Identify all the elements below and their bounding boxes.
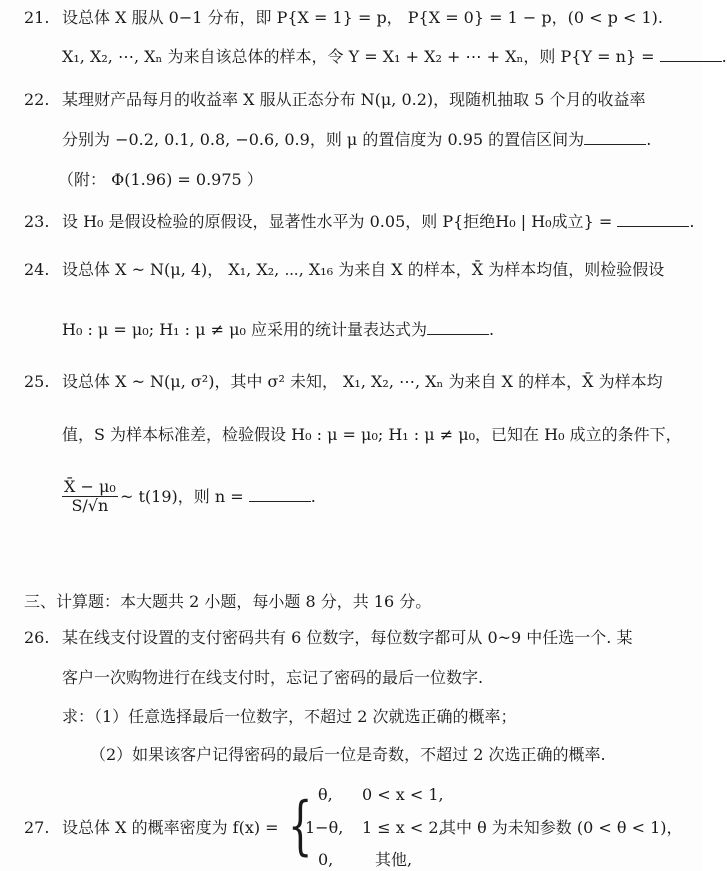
question-text-tail: 其中 θ 为未知参数 (0 < θ < 1)，: [440, 818, 683, 837]
question-text: 设总体 X 服从 0−1 分布，即 P{X = 1} = p， P{X = 0} = 1 − p，(0 < p < 1).: [62, 8, 663, 27]
period: .: [489, 320, 495, 339]
question-text-line2: [62, 130, 651, 150]
fraction-denominator: S/√n: [71, 496, 109, 515]
question-number: 24.: [24, 260, 50, 279]
question-number: 23.: [24, 212, 50, 231]
question-text-line2: 值，S 为样本标准差，检验假设 H₀ : μ = μ₀; H₁ : μ ≠ μ₀，已知在 H₀ 成立的条件下，: [62, 425, 682, 444]
text: X₁, X₂, ⋯, Xₙ 为来自该总体的样本，令 Y = X₁ + X₂ + ⋯ + Xₙ，则 P{Y = n} =: [62, 47, 660, 66]
question-number: 26.: [24, 628, 50, 647]
question-text: 设总体 X ~ N(μ, 4)， X₁, X₂, ⋯, X₁₆ 为来自 X 的样本，X̄ 为样本均值，则检验假设: [62, 260, 665, 279]
question-text: 设总体 X ~ N(μ, σ²)，其中 σ² 未知， X₁, X₂, ⋯, Xₙ 为来自 X 的样本，X̄ 为样本均: [62, 372, 663, 391]
question-text-line2: [62, 47, 727, 67]
answer-blank: [660, 47, 722, 62]
question-number: 21.: [24, 8, 50, 27]
section-heading: 三、计算题：本大题共 2 小题，每小题 8 分，共 16 分。: [24, 592, 432, 611]
fraction-numerator: X̄ − μ₀: [64, 477, 116, 496]
case-condition: 其他,: [375, 850, 413, 869]
case-condition: 0 < x < 1,: [362, 785, 444, 804]
question-text: 某在线支付设置的支付密码共有 6 位数字，每位数字都可从 0~9 中任选一个. 某: [62, 628, 633, 647]
case-value: 1−θ,: [305, 818, 344, 837]
text: 分别为 −0.2, 0.1, 0.8, −0.6, 0.9，则 μ 的置信度为 0.95 的置信区间为: [62, 130, 585, 149]
case-value: θ,: [318, 785, 333, 804]
question-text: [62, 212, 694, 232]
answer-blank: [617, 212, 689, 227]
sub-question-1: 求：（1）任意选择最后一位数字，不超过 2 次就选正确的概率；: [62, 707, 517, 726]
period: .: [689, 212, 695, 231]
answer-blank: [427, 320, 489, 335]
question-number: 25.: [24, 372, 50, 391]
text: 设 H₀ 是假设检验的原假设，显著性水平为 0.05，则 P{拒绝H₀ | H₀成立} =: [62, 212, 618, 231]
piecewise-brace: {: [288, 789, 313, 863]
statistic-fraction: [62, 478, 118, 515]
sub-question-2: （2）如果该客户记得密码的最后一位是奇数，不超过 2 次选正确的概率.: [90, 745, 606, 764]
answer-blank: [249, 487, 311, 502]
answer-blank: [584, 130, 646, 145]
period: .: [721, 47, 727, 66]
text: H₀ : μ = μ₀; H₁ : μ ≠ μ₀ 应采用的统计量表达式为: [62, 320, 428, 339]
question-text: 设总体 X 的概率密度为 f(x) =: [62, 818, 279, 837]
period: .: [646, 130, 652, 149]
question-text-line3: [120, 487, 316, 507]
question-number: 27.: [24, 818, 50, 837]
question-text: 某理财产品每月的收益率 X 服从正态分布 N(μ, 0.2)，现随机抽取 5 个月的收益率: [62, 90, 646, 109]
appendix-note: （附： Φ(1.96) = 0.975 ）: [58, 170, 263, 189]
question-text-line2: [62, 320, 494, 340]
case-condition: 1 ≤ x < 2,: [362, 818, 444, 837]
period: .: [310, 487, 316, 506]
text: ~ t(19)，则 n =: [120, 487, 249, 506]
question-number: 22.: [24, 90, 50, 109]
question-text-line2: 客户一次购物进行在线支付时，忘记了密码的最后一位数字.: [62, 668, 484, 687]
case-value: 0,: [318, 850, 334, 869]
